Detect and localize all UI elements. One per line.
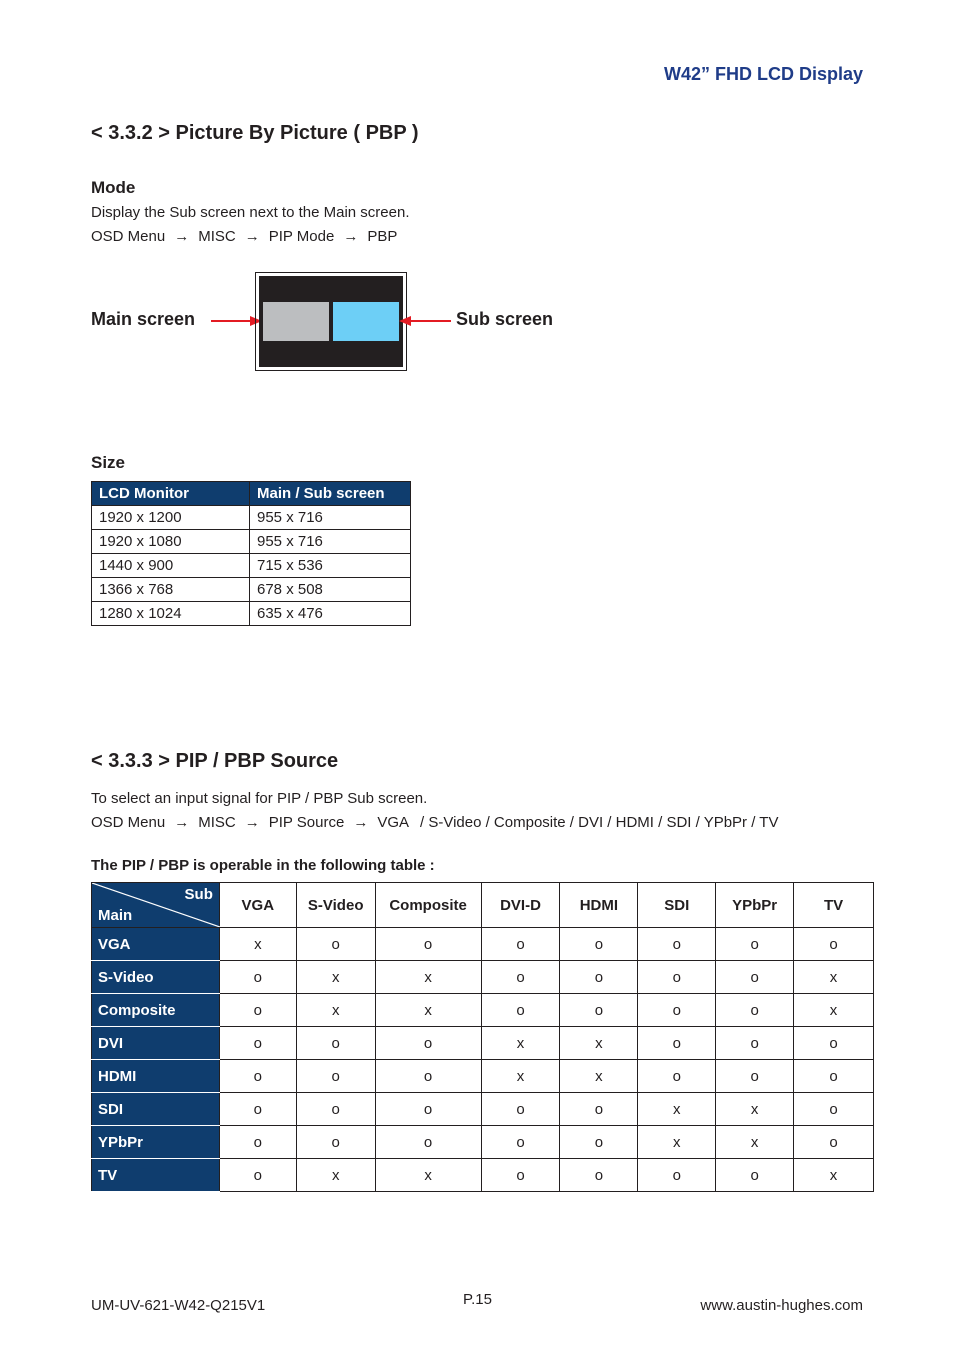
lcd-resolution-cell: 1920 x 1080 [92, 530, 250, 554]
size-table-header [92, 482, 411, 506]
matrix-cell: o [375, 1093, 481, 1126]
size-table-row [92, 602, 411, 626]
matrix-cell: x [560, 1060, 638, 1093]
screen-size-cell: 715 x 536 [250, 554, 411, 578]
matrix-row-header: S-Video [92, 961, 220, 994]
matrix-column-header: VGA [219, 883, 296, 928]
matrix-cell: o [560, 1093, 638, 1126]
matrix-header-row [92, 883, 874, 928]
path-step: VGA [377, 814, 409, 831]
screen-size-cell: 635 x 476 [250, 602, 411, 626]
arrow-icon: → [353, 814, 369, 831]
path-options: / S-Video / Composite / DVI / HDMI / SDI / YPbPr / TV [420, 814, 779, 831]
footer-page-number: P.15 [463, 1291, 492, 1308]
matrix-cell: x [716, 1093, 794, 1126]
corner-main-label: Main [98, 907, 133, 924]
osd-path-source [91, 814, 778, 831]
main-screen-label: Main screen [91, 309, 196, 329]
screen-size-cell: 955 x 716 [250, 506, 411, 530]
matrix-cell: o [716, 1060, 794, 1093]
matrix-row-header: Composite [92, 994, 220, 1027]
matrix-cell: o [716, 994, 794, 1027]
matrix-corner-cell [92, 883, 220, 928]
path-step: MISC [198, 228, 236, 245]
matrix-cell: o [219, 1060, 296, 1093]
path-step: PIP Mode [268, 228, 335, 245]
matrix-cell: o [794, 1027, 874, 1060]
sub-screen-label: Sub screen [456, 309, 554, 329]
matrix-cell: o [560, 928, 638, 961]
matrix-column-header: DVI-D [481, 883, 560, 928]
matrix-cell: o [219, 994, 296, 1027]
matrix-column-header: TV [794, 883, 874, 928]
matrix-cell: o [481, 1126, 560, 1159]
footer-doc-id: UM-UV-621-W42-Q215V1 [91, 1297, 266, 1314]
matrix-cell: x [794, 994, 874, 1027]
matrix-cell: x [716, 1126, 794, 1159]
main-screen-area [263, 302, 329, 341]
matrix-cell: x [481, 1060, 560, 1093]
matrix-cell: o [794, 1060, 874, 1093]
matrix-cell: o [638, 961, 716, 994]
section-title-source: < 3.3.3 > PIP / PBP Source [91, 750, 339, 772]
matrix-cell: o [296, 1126, 375, 1159]
matrix-cell: x [296, 961, 375, 994]
footer-website: www.austin-hughes.com [700, 1297, 863, 1314]
corner-sub-label: Sub [184, 886, 213, 903]
size-table-row [92, 530, 411, 554]
matrix-cell: o [716, 961, 794, 994]
matrix-cell: o [794, 1093, 874, 1126]
matrix-cell: o [296, 1060, 375, 1093]
matrix-cell: o [219, 961, 296, 994]
matrix-column-header: S-Video [296, 883, 375, 928]
matrix-row [92, 994, 874, 1027]
matrix-cell: o [638, 1060, 716, 1093]
matrix-cell: x [560, 1027, 638, 1060]
matrix-row-header: SDI [92, 1093, 220, 1126]
matrix-cell: o [481, 961, 560, 994]
column-header: Main / Sub screen [250, 482, 411, 506]
matrix-cell: x [375, 1159, 481, 1192]
matrix-cell: o [560, 961, 638, 994]
matrix-row-header: HDMI [92, 1060, 220, 1093]
sub-screen-pointer-line [410, 320, 451, 322]
path-step: PIP Source [268, 814, 345, 831]
matrix-cell: o [638, 928, 716, 961]
section-title-pbp: < 3.3.2 > Picture By Picture ( PBP ) [91, 122, 419, 144]
matrix-column-header: SDI [638, 883, 716, 928]
table-caption: The PIP / PBP is operable in the following table : [91, 857, 435, 874]
matrix-cell: o [481, 928, 560, 961]
matrix-cell: x [794, 961, 874, 994]
size-table-row [92, 578, 411, 602]
matrix-cell: x [794, 1159, 874, 1192]
arrow-icon: → [174, 228, 190, 245]
matrix-cell: o [638, 1027, 716, 1060]
matrix-row [92, 1159, 874, 1192]
matrix-column-header: HDMI [560, 883, 638, 928]
path-step: OSD Menu [91, 814, 166, 831]
matrix-cell: o [219, 1027, 296, 1060]
osd-path-pbp [91, 228, 397, 245]
matrix-cell: o [481, 1159, 560, 1192]
matrix-row [92, 928, 874, 961]
lcd-resolution-cell: 1920 x 1200 [92, 506, 250, 530]
matrix-cell: o [481, 994, 560, 1027]
matrix-row-header: DVI [92, 1027, 220, 1060]
matrix-cell: o [638, 1159, 716, 1192]
lcd-resolution-cell: 1440 x 900 [92, 554, 250, 578]
lcd-resolution-cell: 1366 x 768 [92, 578, 250, 602]
matrix-cell: o [375, 928, 481, 961]
matrix-cell: o [296, 1027, 375, 1060]
matrix-cell: o [794, 928, 874, 961]
column-header: LCD Monitor [92, 482, 250, 506]
document-header-title: W42” FHD LCD Display [663, 64, 863, 84]
path-step: MISC [198, 814, 236, 831]
matrix-row [92, 1060, 874, 1093]
matrix-cell: x [375, 994, 481, 1027]
matrix-row [92, 961, 874, 994]
arrow-icon: → [244, 228, 260, 245]
matrix-cell: o [560, 994, 638, 1027]
matrix-row [92, 1126, 874, 1159]
matrix-cell: o [560, 1159, 638, 1192]
matrix-cell: x [296, 994, 375, 1027]
matrix-cell: o [481, 1093, 560, 1126]
matrix-row-header: TV [92, 1159, 220, 1192]
matrix-column-header: Composite [375, 883, 481, 928]
screen-size-cell: 678 x 508 [250, 578, 411, 602]
matrix-row [92, 1093, 874, 1126]
path-step: OSD Menu [91, 228, 166, 245]
source-description: To select an input signal for PIP / PBP Sub screen. [91, 790, 428, 807]
arrow-icon: → [244, 814, 260, 831]
matrix-row [92, 1027, 874, 1060]
matrix-cell: x [296, 1159, 375, 1192]
matrix-column-header: YPbPr [716, 883, 794, 928]
matrix-cell: o [296, 1093, 375, 1126]
screen-size-cell: 955 x 716 [250, 530, 411, 554]
matrix-cell: x [219, 928, 296, 961]
matrix-cell: x [481, 1027, 560, 1060]
matrix-cell: o [716, 928, 794, 961]
matrix-row-header: YPbPr [92, 1126, 220, 1159]
matrix-cell: o [716, 1027, 794, 1060]
matrix-cell: x [638, 1126, 716, 1159]
matrix-cell: o [219, 1159, 296, 1192]
size-table [91, 481, 411, 626]
matrix-cell: o [638, 994, 716, 1027]
arrow-icon: → [343, 228, 359, 245]
matrix-cell: o [716, 1159, 794, 1192]
sub-screen-area [333, 302, 399, 341]
matrix-cell: o [219, 1093, 296, 1126]
size-table-row [92, 506, 411, 530]
size-heading: Size [91, 453, 126, 472]
lcd-resolution-cell: 1280 x 1024 [92, 602, 250, 626]
compatibility-matrix [91, 882, 874, 1192]
mode-description: Display the Sub screen next to the Main screen. [91, 204, 410, 221]
matrix-cell: x [638, 1093, 716, 1126]
matrix-cell: o [296, 928, 375, 961]
matrix-cell: o [794, 1126, 874, 1159]
size-table-row [92, 554, 411, 578]
matrix-cell: o [375, 1126, 481, 1159]
matrix-cell: o [375, 1060, 481, 1093]
mode-heading: Mode [91, 178, 136, 197]
main-screen-pointer-line [211, 320, 255, 322]
arrow-icon: → [174, 814, 190, 831]
path-step: PBP [367, 228, 398, 245]
matrix-cell: x [375, 961, 481, 994]
matrix-cell: o [219, 1126, 296, 1159]
matrix-row-header: VGA [92, 928, 220, 961]
matrix-cell: o [375, 1027, 481, 1060]
matrix-cell: o [560, 1126, 638, 1159]
